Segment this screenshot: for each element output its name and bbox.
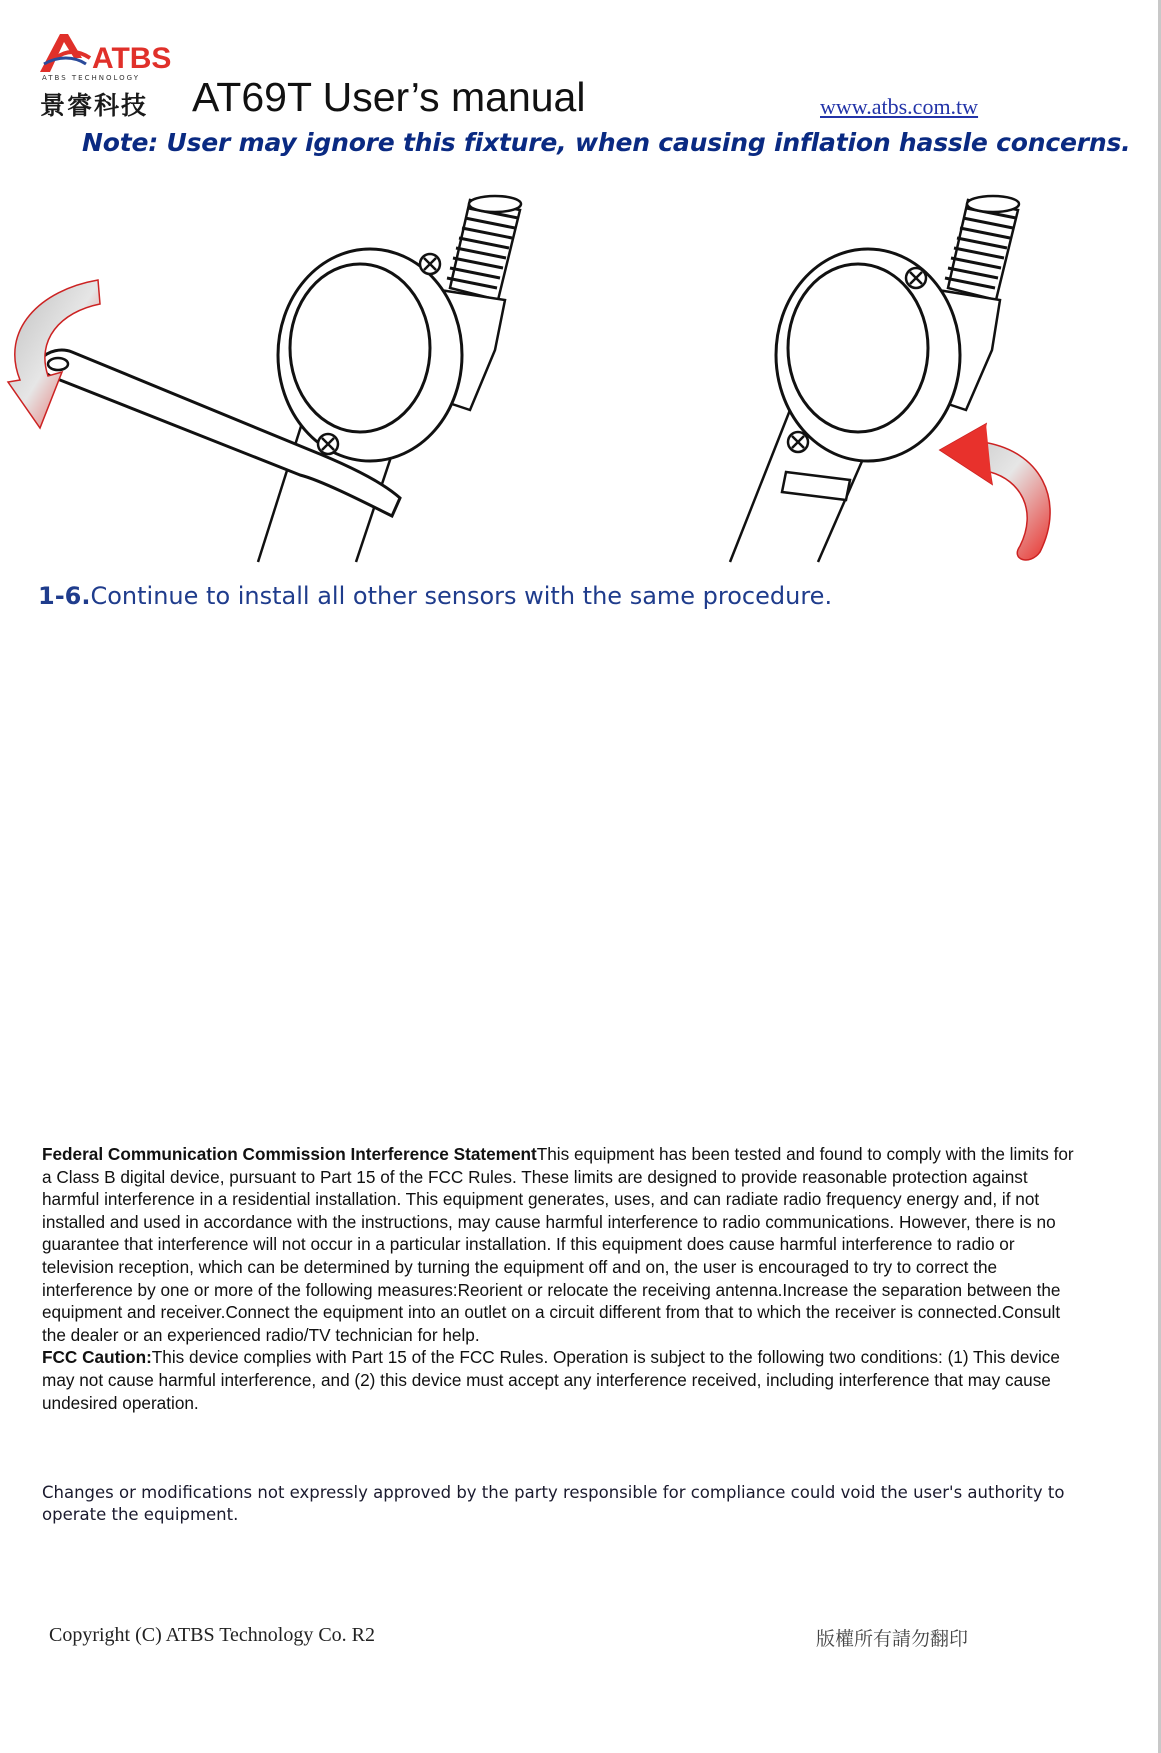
- logo-chinese-name: 景睿科技: [40, 91, 149, 120]
- fcc-caution-heading: FCC Caution:: [42, 1347, 152, 1368]
- website-link[interactable]: www.atbs.com.tw: [820, 94, 979, 119]
- logo-brand-text: ATBS: [92, 42, 172, 75]
- fcc-caution-body: This device complies with Part 15 of the FCC Rules. Operation is subject to the following two conditions: (1) This device may not cause harmful interference, and (2) this device must accept any interference received, including interference that may cause undesired operation.: [42, 1347, 1060, 1413]
- left-sensor-assembly: [40, 196, 521, 562]
- step-1-6: [38, 582, 832, 610]
- step-number: 1-6.: [38, 582, 91, 610]
- copyright-text: Copyright (C) ATBS Technology Co. R2: [49, 1624, 376, 1646]
- fcc-statement-heading: Federal Communication Commission Interference Statement: [42, 1144, 537, 1164]
- right-sensor-assembly: [730, 196, 1019, 562]
- fcc-caution: [42, 1346, 1077, 1414]
- valve-thread: [447, 196, 521, 300]
- valve-thread-right: [945, 196, 1019, 300]
- changes-notice: Changes or modifications not expressly approved by the party responsible for compliance could void the user's authority to operate the equipment.: [42, 1483, 1065, 1524]
- sensor-install-illustration: [0, 180, 1060, 565]
- rights-reserved-text: 版權所有請勿翻印: [816, 1628, 969, 1650]
- page-title: AT69T User’s manual: [192, 74, 586, 120]
- arrow-head: [940, 424, 992, 484]
- logo-tagline: ATBS TECHNOLOGY: [42, 74, 140, 82]
- atbs-logo: [38, 28, 174, 118]
- step-text: Continue to install all other sensors with the same procedure.: [90, 582, 833, 610]
- fcc-statement: [42, 1143, 1077, 1346]
- fcc-section: [42, 1143, 1077, 1414]
- logo-mark-icon: [38, 28, 174, 78]
- fcc-statement-body: This equipment has been tested and found to comply with the limits for a Class B digital device, pursuant to Part 15 of the FCC Rules. These limits are designed to provide reasonable protection against harmful interference in a residential installation. This equipment generates, uses, and can radiate radio frequency energy and, if not installed and used in accordance with the instructions, may cause harmful interference to radio communications. However, there is no guarantee that interference will not occur in a particular installation. If this equipment does cause harmful interference to radio or television reception, which can be determined by turning the equipment off and on, the user is encouraged to try to correct the interference by one or more of the following measures:Reorient or relocate the receiving antenna.Increase the separation between the equipment and receiver.Connect the equipment into an outlet on a circuit different from that to which the receiver is connected.Consult the dealer or an experienced radio/TV technician for help.: [42, 1144, 1074, 1345]
- note-text: Note: User may ignore this fixture, when causing inflation hassle concerns.: [82, 128, 1131, 157]
